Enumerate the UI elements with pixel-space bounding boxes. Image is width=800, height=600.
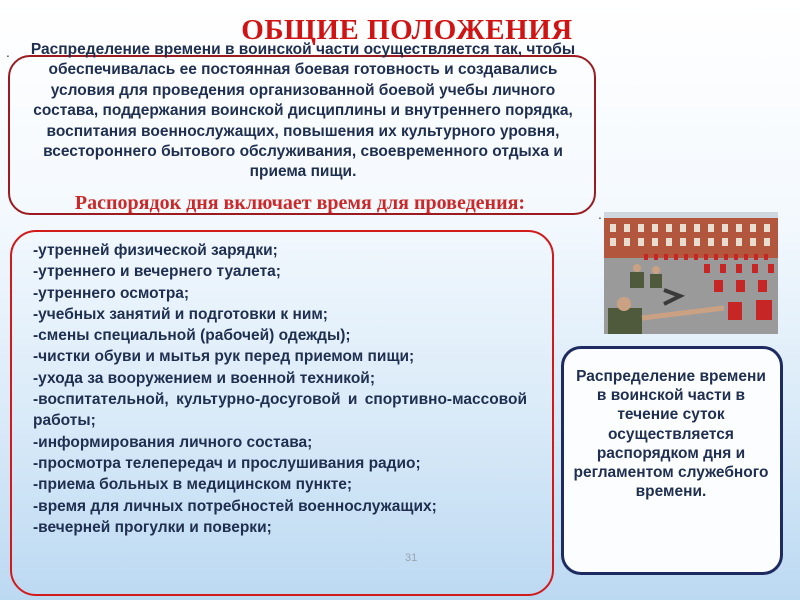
list-item: -время для личных потребностей военнослужащих; — [33, 497, 437, 515]
list-item: -приема больных в медицинском пункте; — [33, 476, 353, 494]
side-note: Распределение времени в воинской части в течение суток осуществляется распорядком дня и регламентом служебного времени. — [573, 368, 769, 501]
slide-title: ОБЩИЕ ПОЛОЖЕНИЯ — [241, 14, 573, 46]
schedule-heading: Распорядок дня включает время для проведения: — [74, 192, 526, 214]
list-item: -утреннего и вечернего туалета; — [33, 263, 281, 281]
list-item: -ухода за вооружением и военной техникой; — [33, 369, 375, 387]
list-item: -вечерней прогулки и поверки; — [33, 518, 272, 536]
list-item: -просмотра телепередач и прослушивания радио; — [33, 454, 421, 472]
list-item: -утреннего осмотра; — [33, 284, 190, 302]
bullet-dot: . — [598, 206, 602, 222]
list-item: -чистки обуви и мытья рук перед приемом пищи; — [33, 348, 415, 366]
soldiers-exercise-photo — [604, 212, 778, 334]
schedule-list — [33, 240, 527, 538]
intro-paragraph: Распределение времени в воинской части осуществляется так, чтобы обеспечивалась ее постоянная боевая готовность и создавались условия для проведения организованной боевой учебы личного состава, поддержания воинской дисциплины и внутреннего порядка, воспитания военнослужащих, повышения их культурного уровня, всестороннего бытового обслуживания, своевременного отдыха и приема пищи. — [30, 41, 576, 181]
list-item: -утренней физической зарядки; — [33, 242, 278, 259]
list-item: -смены специальной (рабочей) одежды); — [33, 327, 351, 345]
page-number: 31 — [405, 552, 418, 564]
list-item: -воспитательной, культурно-досуговой и спортивно-массовой работы; — [33, 391, 527, 430]
bullet-dot: . — [6, 44, 10, 60]
list-item: -информирования личного состава; — [33, 433, 313, 451]
list-item: -учебных занятий и подготовки к ним; — [33, 305, 328, 323]
photo-illustration — [604, 212, 778, 334]
